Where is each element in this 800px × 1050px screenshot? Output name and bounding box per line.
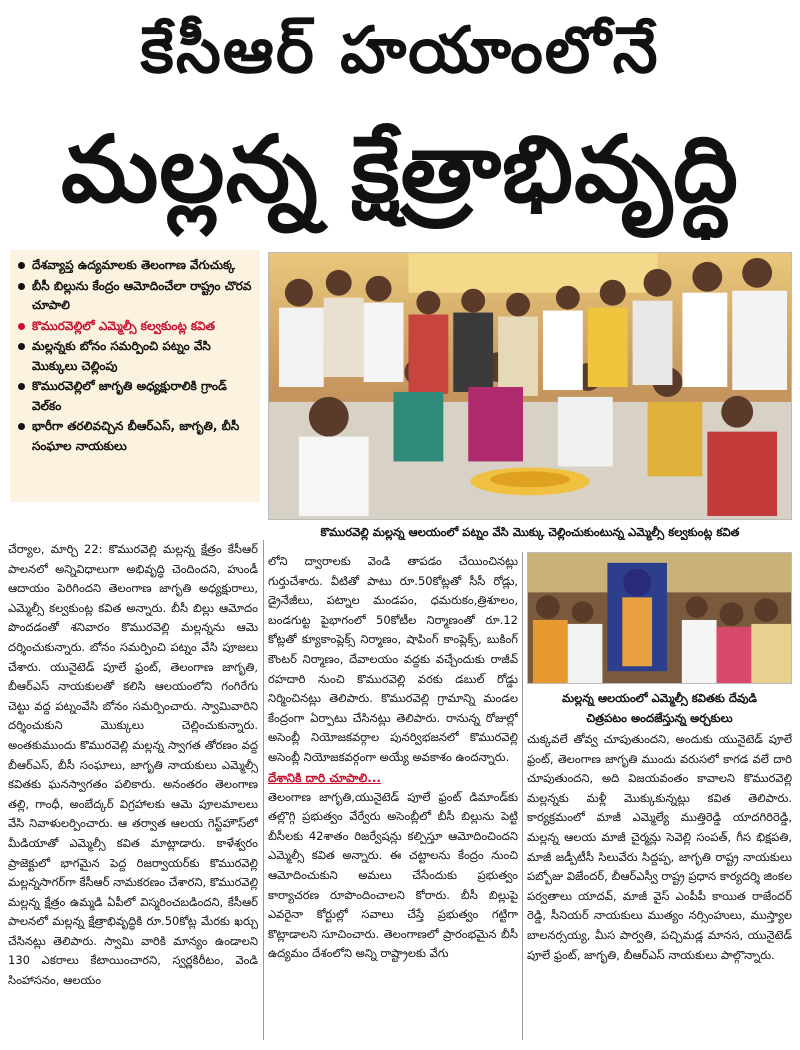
column-divider	[263, 540, 264, 1040]
article-column-3	[527, 730, 792, 1045]
small-photo-caption	[527, 688, 792, 728]
section-subhead: దేశానికి దారి చూపాలి...	[268, 770, 381, 785]
highlight-item: మల్లన్నకు బోనం సమర్పించి పట్నం వేసి మొక్కులు చెల్లింపు	[18, 337, 254, 376]
headline	[0, 0, 800, 250]
highlight-item: బీసీ బిల్లును కేంద్రం ఆమోదించేలా రాష్ట్రం చొరవ చూపాలి	[18, 277, 254, 316]
highlight-item: దేశవ్యాప్త ఉద్యమాలకు తెలంగాణ వేగుచుక్క	[18, 256, 254, 276]
article-paragraph: లోని ద్వారాలకు వెండి తాపడం చేయించినట్లు గుర్తుచేశారు. వీటితో పాటు రూ.50కోట్లతో సీసీ రోడ్లు, డ్రైనేజీలు, పట్నాల మండపం, ధమరుకం,త్రిశూలం, బండగుట్ట పైభాగంలో 50కోటీల నిర్మాణంతో రూ.12 కోట్లతో క్యూకాంప్లెక్స్ నిర్మాణం, షాపింగ్ కాంప్లెక్స్, బుకింగ్ కౌంటర్ నిర్మాణం, దేవాలయం వద్దకు వచ్చేందుకు రాజీవ్ రహదారి నుంచి కొమురవెల్లి వరకు డబుల్ రోడ్డు నిర్మించినట్లు తెలిపారు. కొమురవెల్లి గ్రామాన్ని మండల కేంద్రంగా ఏర్పాటు చేసినట్లు తెలిపారు. రానున్న రోజుల్లో అసెంబ్లీ నియోజకవర్గాల పునర్విభజనలో కొమురవెల్లి అసెంబ్లీ నియోజకవర్గంగా అయ్యే అవకాశం ఉందన్నారు.	[268, 554, 518, 764]
highlight-item: కొమురవెల్లిలో జాగృతి అధ్యక్షురాలికి గ్రాండ్ వెల్‌కం	[18, 377, 254, 416]
small-photo	[527, 552, 792, 684]
bullet-icon	[18, 262, 25, 269]
bullet-icon	[18, 383, 25, 390]
headline-line-2: మల్లన్న క్షేత్రాభివృద్ధి	[60, 116, 740, 223]
bullet-icon	[18, 423, 25, 430]
small-photo-caption-line-2: చిత్రపటం అందజేస్తున్న అర్చకులు	[586, 711, 733, 725]
bullet-icon	[18, 343, 25, 350]
article-paragraph: చుక్కవలే తోవ్వ చూపుతుందని, అందుకు యునైటెడ్ పూలే ఫ్రంట్, తెలంగాణ జాగృతి ముందు వరుసలో కాగడ వలే దారి చూపుతుందని, అది విజయవంతం కావాలని కొమురవెల్లి మల్లన్నకు మళ్లీ మొక్కుకున్నట్లు కవిత తెలిపారు. కార్యక్రమంలో మాజీ ఎమ్మెల్యే ముత్తిరెడ్డి యాదగిరిరెడ్డి, మల్లన్న ఆలయ మాజీ చైర్మన్లు సెవెల్లి సంపత్, గీస భిక్షపతి, మాజీ జడ్పీటీసీ సిలువేరు సిద్దప్ప, జాగృతి రాష్ట్ర నాయకులు పబ్బోజు విజేందర్, బీఆర్ఎస్వీ రాష్ట్ర ప్రధాన కార్యదర్శి జింకల పర్వతాలు యాదవ్, మాజీ వైస్ ఎంపీపీ కాయిత రాజేందర్ రెడ్డి, సీనియర్ నాయకులు ముత్యం నర్సింహులు, ముస్త్యాల బాలనర్సయ్య, మీస పార్వతి, పచ్చిమడ్ల మానస, యునైటెడ్ పూలే ఫ్రంట్, జాగృతి, బీఆర్ఎస్ నాయకులు పాల్గొన్నారు.	[527, 732, 792, 962]
bullet-icon	[18, 283, 25, 290]
main-photo	[268, 252, 792, 520]
bullet-icon	[18, 323, 25, 330]
temple-crowd-image	[269, 253, 791, 519]
highlight-item: భారీగా తరలివచ్చిన బీఆర్ఎస్, జాగృతి, బీసీ సంఘాల నాయకులు	[18, 417, 254, 456]
article-paragraph: చేర్యాల, మార్చి 22: కొమురవెల్లి మల్లన్న క్షేత్రం కేసీఆర్ పాలనలో అన్నివిధాలుగా అభివృద్ధి చెందిందని, హుండీ ఆదాయం పెరిగిందని తెలంగాణ జాగృతి అధ్యక్షురాలు, ఎమ్మెల్సీ కల్వకుంట్ల కవిత అన్నారు. బీసీ బిల్లు ఆమోదం పొందడంతో శనివారం కొమురవెల్లి మల్లన్నను ఆమె దర్శించుకున్నారు. బోనం సమర్పించి పట్నం వేసి పూజలు చేశారు. యునైటెడ్ పూలే ఫ్రంట్, తెలంగాణ జాగృతి, బీఆర్ఎస్ నాయకులతో కలిసి ఆలయంలోని గంగిరేగు చెట్టు వద్ద పట్నంవేసి బోనం సమర్పించారు. స్వామివారిని దర్శించుకుని మొక్కులు చెల్లించుకున్నారు. అంతకుముందు కొమురవెల్లి మల్లన్న స్వాగత తోరణం వద్ద బీఆర్ఎస్, బీసీ సంఘాలు, జాగృతి నాయకులు ఎమ్మెల్సీ కవితకు ఘనస్వాగతం పలికారు. అనంతరం తెలంగాణ తల్లి, గాంధీ, అంబేద్కర్ విగ్రహాలకు ఆమె పూలమాలలు వేసి నివాళులర్పించారు. ఆ తర్వాత ఆలయ గెస్ట్‌హౌస్‌లో మీడియాతో ఎమ్మెల్సీ కవిత మాట్లాడారు. కాళేశ్వరం ప్రాజెక్టులో భాగమైన పెద్ద రిజర్వాయర్‌కు కొమురవెల్లి మల్లన్నసాగర్‌గా కేసీఆర్ నామకరణం చేశారని, కొమురవెల్లి మల్లన్న క్షేత్రం ఉమ్మడి ఏపీలో విస్మరించబడిందని, కేసీఆర్ పాలనలో మల్లన్న క్షేత్రాభివృద్ధికి రూ.50కోట్ల మేరకు ఖర్చు చేసినట్లు తెలిపారు. స్వామి వారికి మాన్యం ఉండాలని 130 ఎకరాలు కేటాయించారని, స్వర్ణకిరీటం, వెండి సింహాసనం, ఆలయం	[8, 542, 258, 988]
article-column-2	[268, 552, 518, 1045]
highlights-box	[10, 250, 260, 502]
main-photo-caption: కొమురవెల్లి మల్లన్న ఆలయంలో పట్నం వేసి మొక్కు చెల్లించుకుంటున్న ఎమ్మెల్సీ కల్వకుంట్ల కవిత	[320, 525, 740, 539]
small-photo-caption-line-1: మల్లన్న ఆలయంలో ఎమ్మెల్సీ కవితకు దేవుడి	[562, 691, 757, 705]
column-divider	[522, 552, 523, 1040]
article-paragraph: తెలంగాణ జాగృతి,యునైటెడ్ పూలే ఫ్రంట్ డిమాండ్‌కు తల్లొగ్గి ప్రభుత్వం వేర్వేరు అసెంబ్లీలో బీసీ బిల్లును పెట్టి బీసీలకు 42శాతం రిజర్వేషన్లు కల్పిస్తూ ఆమోదించిందని ఎమ్మెల్సీ కవిత అన్నారు. ఈ చట్టాలను కేంద్రం నుంచి ఆమోదించుకుని అమలు చేసేందుకు ప్రభుత్వం కార్యాచరణ రూపొందించాలని కోరారు. బీసీ బిల్లుపై ఎవరైనా కోర్టుల్లో సవాలు చేస్తే ప్రభుత్వం గట్టిగా కొట్లాడాలని సూచించారు. తెలంగాణలో ప్రారంభమైన బీసీ ఉద్యమం దేశంలోని అన్ని రాష్ట్రాలకు వేగు	[268, 789, 518, 961]
headline-line-1: కేసీఆర్ హయాంలోనే	[140, 14, 660, 88]
article-column-1	[8, 540, 258, 1045]
highlight-item: కొమురవెల్లిలో ఎమ్మెల్సీ కల్వకుంట్ల కవిత	[18, 317, 254, 337]
priests-image	[528, 553, 791, 683]
